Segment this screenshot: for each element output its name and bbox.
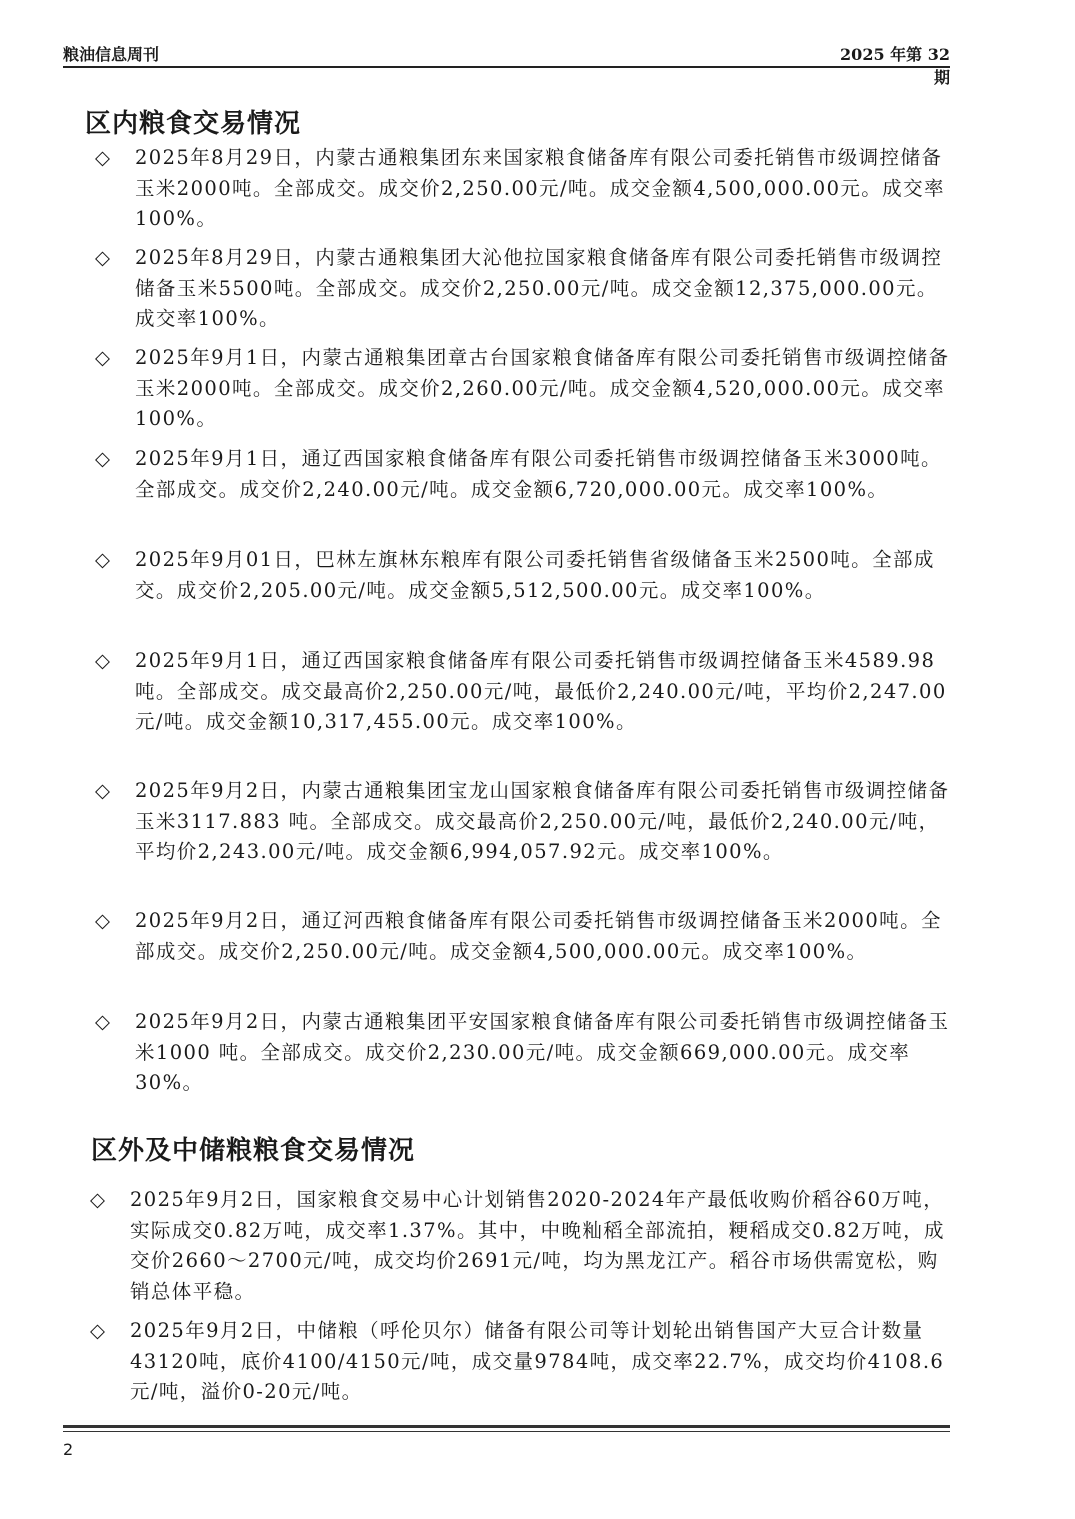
list-item-text: 2025年9月2日，内蒙古通粮集团宝龙山国家粮食储备库有限公司委托销售市级调控储备玉米3117.883 吨。全部成交。成交最高价2,250.00元/吨，最低价2,240.00元/吨，平均价2,243.00元/吨。成交金额6,994,057.92元。成交率100%。: [135, 779, 950, 863]
footer-divider: [63, 1425, 950, 1428]
list-item: [90, 1185, 950, 1307]
list-item: [95, 343, 950, 435]
publication-name: 粮油信息周刊: [63, 45, 160, 64]
list-item: [95, 646, 950, 738]
diamond-bullet-icon: ◇: [95, 909, 112, 932]
list-item-text: 2025年9月1日，通辽西国家粮食储备库有限公司委托销售市级调控储备玉米3000吨。全部成交。成交价2,240.00元/吨。成交金额6,720,000.00元。成交率100%。: [135, 447, 942, 501]
diamond-bullet-icon: ◇: [95, 346, 112, 369]
diamond-bullet-icon: ◇: [95, 649, 112, 672]
list-item-text: 2025年9月1日，通辽西国家粮食储备库有限公司委托销售市级调控储备玉米4589.98吨。全部成交。成交最高价2,250.00元/吨，最低价2,240.00元/吨，平均价2,247.00元/吨。成交金额10,317,455.00元。成交率100%。: [135, 649, 947, 733]
list-item-text: 2025年9月2日，中储粮（呼伦贝尔）储备有限公司等计划轮出销售国产大豆合计数量43120吨，底价4100/4150元/吨，成交量9784吨，成交率22.7%，成交均价4108.6元/吨，溢价0-20元/吨。: [130, 1319, 945, 1403]
issue-number: 2025 年第 32 期: [840, 45, 950, 87]
list-item: [95, 143, 950, 235]
list-item-text: 2025年8月29日，内蒙古通粮集团东来国家粮食储备库有限公司委托销售市级调控储备玉米2000吨。全部成交。成交价2,250.00元/吨。成交金额4,500,000.00元。成交率100%。: [135, 146, 945, 230]
list-item-text: 2025年9月01日，巴林左旗林东粮库有限公司委托销售省级储备玉米2500吨。全部成交。成交价2,205.00元/吨。成交金额5,512,500.00元。成交率100%。: [135, 548, 935, 602]
list-item-text: 2025年9月2日，通辽河西粮食储备库有限公司委托销售市级调控储备玉米2000吨。全部成交。成交价2,250.00元/吨。成交金额4,500,000.00元。成交率100%。: [135, 909, 942, 963]
list-item: [95, 906, 950, 967]
list-item: [95, 545, 950, 606]
list-item: [95, 444, 950, 505]
page-number: 2: [63, 1440, 74, 1459]
diamond-bullet-icon: ◇: [95, 447, 112, 470]
list-item: [95, 776, 950, 868]
list-item: [90, 1316, 950, 1408]
diamond-bullet-icon: ◇: [95, 1010, 112, 1033]
list-item-text: 2025年9月2日，内蒙古通粮集团平安国家粮食储备库有限公司委托销售市级调控储备玉米1000 吨。全部成交。成交价2,230.00元/吨。成交金额669,000.00元。成交率30%。: [135, 1010, 950, 1094]
footer-divider-thin: [63, 1431, 950, 1432]
diamond-bullet-icon: ◇: [95, 146, 112, 169]
section-title-external: 区外及中储粮粮食交易情况: [91, 1136, 416, 1166]
list-item-text: 2025年8月29日，内蒙古通粮集团大沁他拉国家粮食储备库有限公司委托销售市级调控储备玉米5500吨。全部成交。成交价2,250.00元/吨。成交金额12,375,000.00元。成交率100%。: [135, 246, 943, 330]
section-title-regional: 区内粮食交易情况: [85, 109, 302, 139]
list-item: [95, 1007, 950, 1099]
diamond-bullet-icon: ◇: [90, 1188, 107, 1211]
diamond-bullet-icon: ◇: [90, 1319, 107, 1342]
diamond-bullet-icon: ◇: [95, 548, 112, 571]
diamond-bullet-icon: ◇: [95, 246, 112, 269]
list-item-text: 2025年9月1日，内蒙古通粮集团章古台国家粮食储备库有限公司委托销售市级调控储备玉米2000吨。全部成交。成交价2,260.00元/吨。成交金额4,520,000.00元。成交率100%。: [135, 346, 950, 430]
list-item-text: 2025年9月2日，国家粮食交易中心计划销售2020-2024年产最低收购价稻谷60万吨，实际成交0.82万吨，成交率1.37%。其中，中晚籼稻全部流拍，粳稻成交0.82万吨，成交价2660～2700元/吨，成交均价2691元/吨，均为黑龙江产。稻谷市场供需宽松，购销总体平稳。: [130, 1188, 945, 1303]
list-item: [95, 243, 950, 335]
diamond-bullet-icon: ◇: [95, 779, 112, 802]
header-divider: [63, 66, 950, 68]
